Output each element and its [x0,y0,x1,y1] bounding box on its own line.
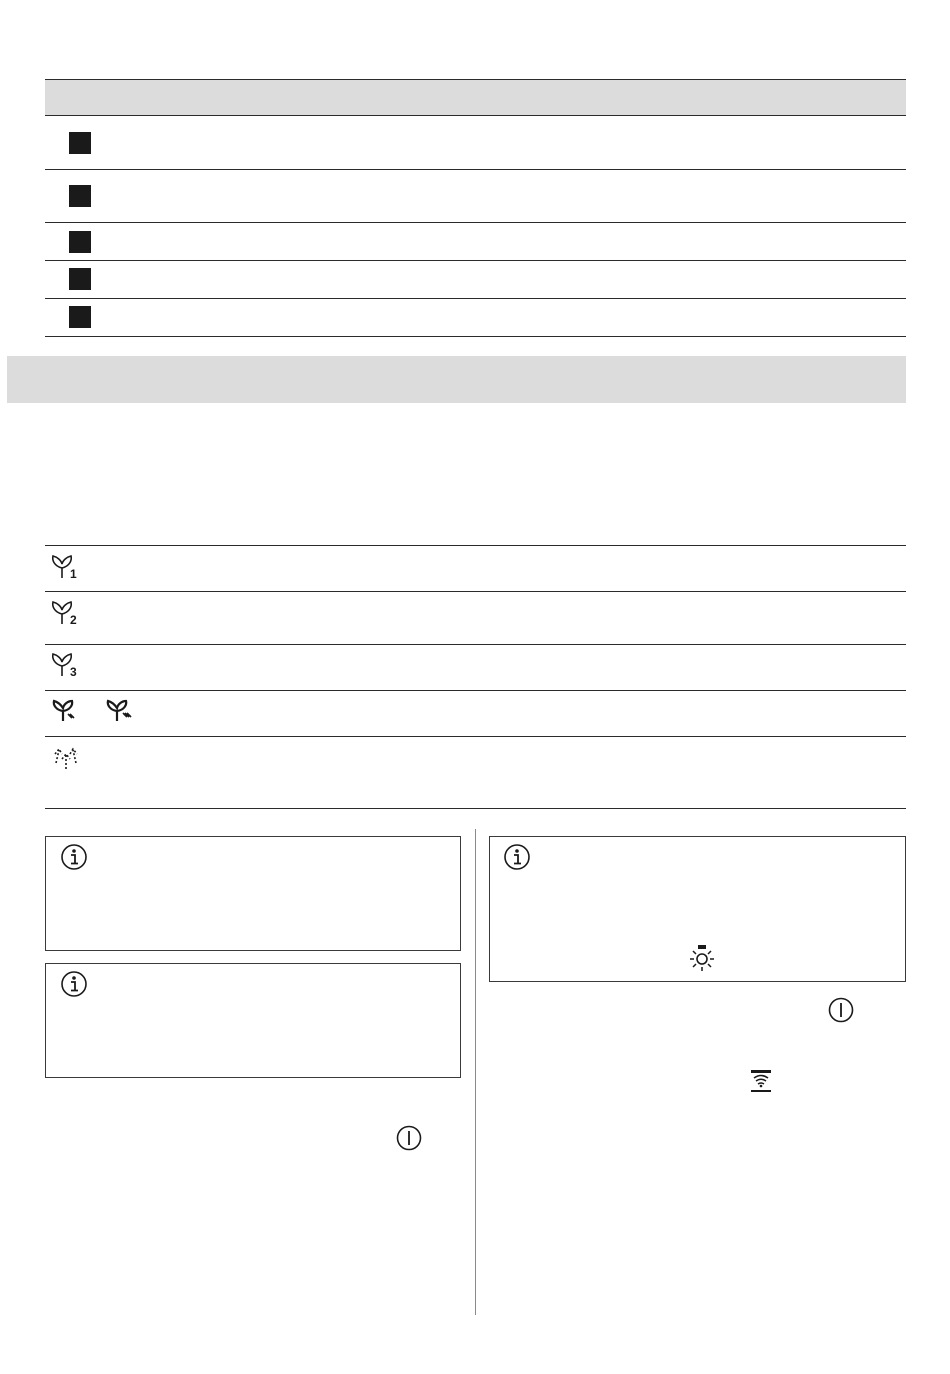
fan-boost-icon [104,698,134,724]
info-icon [60,970,88,998]
fan-speed-1-icon [50,554,82,580]
table-header-row [45,80,906,115]
table-rule [45,336,906,337]
square-marker-icon [69,268,91,290]
svg-text:2: 2 [70,613,77,626]
fan-speed-2-icon [50,600,82,626]
column-divider [475,829,476,1315]
square-marker-icon [69,231,91,253]
power-icon [827,996,855,1024]
info-box [45,963,461,1078]
svg-text:3: 3 [70,665,77,678]
table-rule [45,222,906,223]
table-rule [45,690,906,691]
power-icon [395,1124,423,1152]
square-marker-icon [69,132,91,154]
section-header [7,356,906,403]
table-rule [45,169,906,170]
square-marker-icon [69,306,91,328]
info-box [45,836,461,951]
table-rule [45,591,906,592]
fan-speed-3-icon [50,652,82,678]
table-rule [45,298,906,299]
fan-boost-icon [50,698,78,724]
table-rule [45,808,906,809]
filter-icon [748,1068,774,1094]
svg-text:1: 1 [70,567,77,580]
table-rule [45,644,906,645]
table-rule [45,545,906,546]
table-rule [45,115,906,116]
square-marker-icon [69,185,91,207]
table-rule [45,736,906,737]
table-rule [45,260,906,261]
info-icon [60,843,88,871]
info-box [489,836,906,982]
light-icon [688,943,716,973]
auto-mode-icon [50,745,82,771]
info-icon [503,843,531,871]
